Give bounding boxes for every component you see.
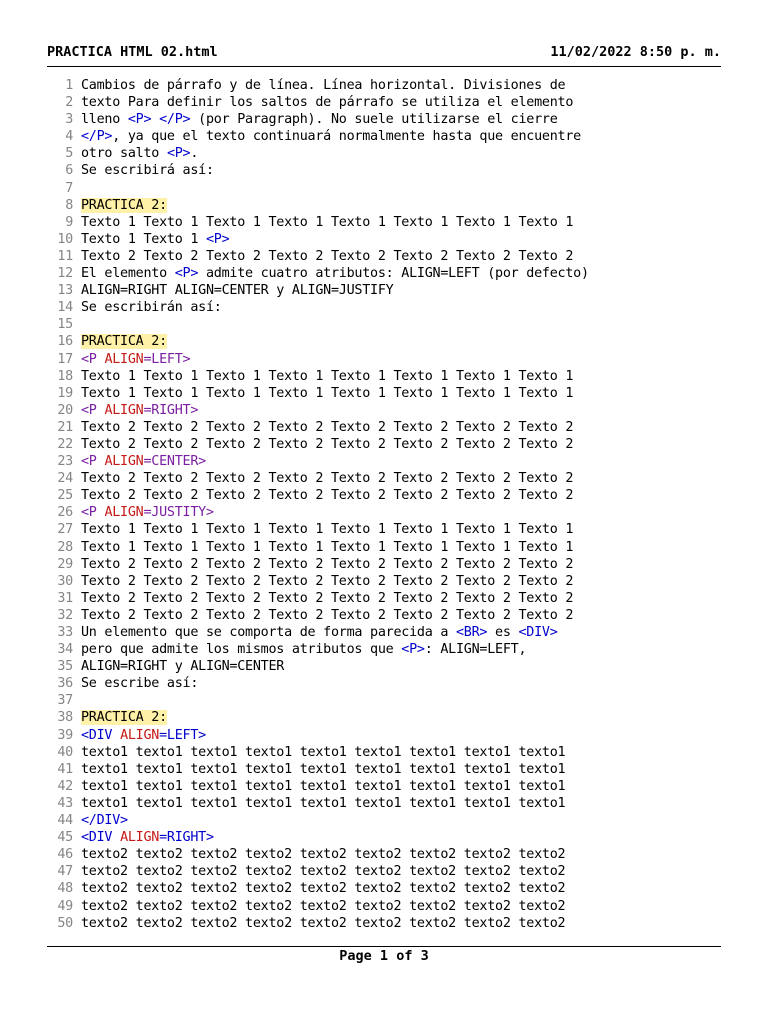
code-line: [47, 521, 727, 538]
line-number: 12: [57, 266, 73, 282]
line-text: [81, 863, 565, 880]
line-number: 13: [57, 283, 73, 299]
code-text: [151, 112, 159, 127]
line-number: 39: [57, 727, 73, 743]
line-number: 47: [57, 864, 73, 880]
line-text: [81, 641, 526, 658]
code-token: <DIV: [81, 727, 121, 743]
code-line: [47, 282, 727, 299]
line-number: 4: [65, 129, 73, 145]
line-text: [81, 812, 128, 829]
line-text: [81, 299, 222, 316]
code-text: : ALIGN=LEFT,: [424, 642, 527, 658]
code-token: =JUSTITY>: [143, 505, 214, 521]
line-text: [81, 436, 573, 453]
code-line: [47, 402, 727, 419]
line-number: 18: [57, 368, 73, 384]
line-text: [81, 521, 573, 538]
page-number: Page 1 of 3: [339, 948, 429, 964]
code-text: Texto 2 Texto 2 Texto 2 Texto 2 Texto 2 Texto 2 Texto 2 Texto 2: [81, 607, 574, 623]
line-number: 27: [57, 522, 73, 538]
code-token: ALIGN: [120, 727, 160, 743]
code-text: ALIGN=RIGHT y ALIGN=CENTER: [81, 659, 285, 675]
line-number: 10: [57, 231, 73, 247]
line-text: [81, 573, 573, 590]
line-text: [81, 744, 565, 761]
code-line: [47, 812, 727, 829]
line-text: [81, 145, 198, 162]
code-line: [47, 880, 727, 897]
line-text: [81, 846, 565, 863]
code-line: [47, 795, 727, 812]
code-token: <P: [81, 505, 105, 521]
code-line: [47, 863, 727, 880]
line-number: 17: [57, 351, 73, 367]
line-number: 16: [57, 334, 73, 350]
line-text: [81, 590, 573, 607]
code-token: ALIGN: [104, 505, 144, 521]
code-token: </P>: [159, 112, 191, 128]
code-token: <DIV: [81, 830, 121, 846]
code-line: [47, 385, 727, 402]
code-token: </DIV>: [81, 813, 128, 829]
line-text: [81, 248, 573, 265]
code-line: [47, 180, 727, 197]
code-line: [47, 624, 727, 641]
code-text: Se escribirá así:: [81, 163, 214, 179]
line-text: [81, 658, 284, 675]
line-text: [81, 282, 393, 299]
line-number: 41: [57, 761, 73, 777]
code-text: El elemento: [81, 266, 175, 282]
code-line: [47, 590, 727, 607]
code-text: texto2 texto2 texto2 texto2 texto2 texto2 texto2 texto2 texto2: [81, 915, 566, 931]
line-text: [81, 795, 565, 812]
code-token: ALIGN: [120, 830, 160, 846]
line-text: [81, 265, 589, 282]
page-header: [47, 44, 721, 67]
line-number: 15: [57, 317, 73, 333]
line-text: [81, 898, 565, 915]
line-text: [81, 128, 581, 145]
line-number: 28: [57, 539, 73, 555]
code-text: otro salto: [81, 146, 167, 162]
highlighted-heading: PRACTICA 2:: [81, 334, 167, 350]
code-token: ALIGN: [104, 454, 144, 470]
code-line: [47, 111, 727, 128]
code-text: Texto 1 Texto 1 Texto 1 Texto 1 Texto 1 Texto 1 Texto 1 Texto 1: [81, 522, 574, 538]
line-number: 43: [57, 795, 73, 811]
code-text: Texto 1 Texto 1 Texto 1 Texto 1 Texto 1 Texto 1 Texto 1 Texto 1: [81, 539, 574, 555]
line-number: 50: [57, 915, 73, 931]
line-number: 2: [65, 95, 73, 111]
code-token: ALIGN: [104, 351, 144, 367]
line-text: [81, 94, 573, 111]
code-token: =LEFT>: [159, 727, 206, 743]
line-number: 33: [57, 625, 73, 640]
code-line: [47, 453, 727, 470]
code-line: [47, 470, 727, 487]
code-text: ALIGN=RIGHT ALIGN=CENTER y ALIGN=JUSTIFY: [81, 283, 394, 299]
code-line: [47, 504, 727, 521]
code-line: [47, 248, 727, 265]
line-text: [81, 453, 206, 470]
code-text: , ya que el texto continuará normalmente hasta que encuentre: [112, 129, 581, 145]
line-text: [81, 829, 214, 846]
code-text: texto1 texto1 texto1 texto1 texto1 texto1 texto1 texto1 texto1: [81, 761, 566, 777]
code-line: [47, 351, 727, 368]
line-number: 19: [57, 385, 73, 401]
line-number: 26: [57, 505, 73, 521]
code-text: texto1 texto1 texto1 texto1 texto1 texto1 texto1 texto1 texto1: [81, 795, 566, 811]
print-datetime: 11/02/2022 8:50 p. m.: [550, 44, 721, 60]
code-line: [47, 829, 727, 846]
line-text: [81, 77, 565, 94]
line-number: 49: [57, 898, 73, 914]
line-number: 44: [57, 813, 73, 829]
code-text: .: [190, 146, 199, 162]
line-number: 21: [57, 419, 73, 435]
code-text: Se escribirán así:: [81, 300, 222, 316]
code-token: <P>: [206, 231, 230, 247]
line-text: [81, 539, 573, 556]
code-line: [47, 333, 727, 350]
line-text: [81, 368, 573, 385]
code-text: Texto 1 Texto 1 Texto 1 Texto 1 Texto 1 Texto 1 Texto 1 Texto 1: [81, 368, 574, 384]
code-line: [47, 556, 727, 573]
code-line: [47, 778, 727, 795]
code-text: admite cuatro atributos: ALIGN=LEFT (por defecto): [198, 266, 589, 282]
line-text: [81, 385, 573, 402]
code-line: [47, 658, 727, 675]
code-line: [47, 77, 727, 94]
line-number: 48: [57, 881, 73, 897]
line-number: 5: [65, 146, 73, 162]
line-number: 25: [57, 488, 73, 504]
line-text: [81, 675, 198, 692]
code-text: Se escribe así:: [81, 676, 199, 692]
code-text: Texto 2 Texto 2 Texto 2 Texto 2 Texto 2 Texto 2 Texto 2 Texto 2: [81, 590, 574, 606]
line-number: 20: [57, 402, 73, 418]
code-line: [47, 573, 727, 590]
code-text: lleno: [81, 112, 128, 128]
code-line: [47, 898, 727, 915]
line-text: [81, 709, 167, 726]
line-text: [81, 402, 198, 419]
code-line: [47, 162, 727, 179]
code-line: [47, 727, 727, 744]
code-line: [47, 915, 727, 932]
code-text: Texto 2 Texto 2 Texto 2 Texto 2 Texto 2 Texto 2 Texto 2 Texto 2: [81, 248, 574, 264]
code-token: </P>: [81, 129, 113, 145]
line-number: 30: [57, 573, 73, 589]
code-text: Texto 2 Texto 2 Texto 2 Texto 2 Texto 2 Texto 2 Texto 2 Texto 2: [81, 573, 574, 589]
code-line: [47, 197, 727, 214]
code-text: texto2 texto2 texto2 texto2 texto2 texto2 texto2 texto2 texto2: [81, 898, 566, 914]
line-text: [81, 778, 565, 795]
code-text: (por Paragraph). No suele utilizarse el cierre: [190, 112, 558, 128]
code-token: =CENTER>: [143, 454, 206, 470]
line-number: 42: [57, 778, 73, 794]
line-number: 3: [65, 112, 73, 128]
code-line: [47, 299, 727, 316]
line-number: 9: [65, 214, 73, 230]
line-number: 38: [57, 710, 73, 726]
code-line: [47, 368, 727, 385]
line-number: 35: [57, 659, 73, 675]
code-text: Texto 1 Texto 1 Texto 1 Texto 1 Texto 1 Texto 1 Texto 1 Texto 1: [81, 385, 574, 401]
code-text: Texto 1 Texto 1: [81, 231, 206, 247]
code-token: <P>: [401, 642, 425, 658]
line-number: 1: [65, 78, 73, 93]
code-text: texto1 texto1 texto1 texto1 texto1 texto1 texto1 texto1 texto1: [81, 744, 566, 760]
code-token: =RIGHT>: [143, 402, 199, 418]
code-line: [47, 675, 727, 692]
line-text: [81, 556, 573, 573]
code-text: Texto 2 Texto 2 Texto 2 Texto 2 Texto 2 Texto 2 Texto 2 Texto 2: [81, 419, 574, 435]
page-footer: [0, 948, 768, 964]
line-number: 7: [65, 180, 73, 196]
code-text: texto2 texto2 texto2 texto2 texto2 texto2 texto2 texto2 texto2: [81, 864, 566, 880]
line-number: 40: [57, 744, 73, 760]
line-text: [81, 214, 573, 231]
code-line: [47, 761, 727, 778]
line-text: [81, 607, 573, 624]
code-listing: [47, 77, 727, 932]
code-text: Texto 1 Texto 1 Texto 1 Texto 1 Texto 1 Texto 1 Texto 1 Texto 1: [81, 214, 574, 230]
code-text: texto2 texto2 texto2 texto2 texto2 texto2 texto2 texto2 texto2: [81, 847, 566, 863]
line-number: 22: [57, 436, 73, 452]
line-number: 29: [57, 556, 73, 572]
code-token: =LEFT>: [143, 351, 191, 367]
line-number: 14: [57, 300, 73, 316]
code-token: <P>: [127, 112, 152, 128]
code-token: ALIGN: [104, 402, 144, 418]
code-line: [47, 214, 727, 231]
code-line: [47, 145, 727, 162]
line-text: [81, 231, 229, 248]
line-number: 11: [57, 248, 73, 264]
line-text: [81, 624, 558, 641]
code-line: [47, 128, 727, 145]
code-text: Un elemento que se comporta de forma parecida a: [81, 625, 456, 640]
code-token: =RIGHT>: [159, 830, 214, 846]
footer-divider: [47, 946, 721, 947]
line-number: 37: [57, 693, 73, 709]
code-text: es: [487, 625, 519, 640]
line-number: 24: [57, 471, 73, 487]
code-text: texto1 texto1 texto1 texto1 texto1 texto1 texto1 texto1 texto1: [81, 778, 566, 794]
line-text: [81, 419, 573, 436]
line-text: [81, 333, 167, 350]
line-text: [81, 761, 565, 778]
line-text: [81, 727, 206, 744]
code-token: <BR>: [455, 625, 488, 640]
code-token: <P: [81, 454, 105, 470]
highlighted-heading: PRACTICA 2:: [81, 710, 167, 726]
code-line: [47, 94, 727, 111]
line-number: 32: [57, 607, 73, 623]
code-line: [47, 641, 727, 658]
line-number: 8: [65, 197, 73, 213]
code-line: [47, 231, 727, 248]
line-text: [81, 162, 214, 179]
line-text: [81, 111, 558, 128]
code-token: <P: [81, 402, 105, 418]
line-text: [81, 197, 167, 214]
code-line: [47, 316, 727, 333]
code-token: <P>: [166, 146, 191, 162]
code-token: <P>: [174, 266, 199, 282]
code-line: [47, 846, 727, 863]
line-text: [81, 487, 573, 504]
file-name: PRACTICA HTML 02.html: [47, 44, 218, 60]
code-line: [47, 436, 727, 453]
line-text: [81, 470, 573, 487]
code-line: [47, 487, 727, 504]
line-number: 31: [57, 590, 73, 606]
code-line: [47, 709, 727, 726]
line-number: 46: [57, 847, 73, 863]
line-text: [81, 351, 190, 368]
code-token: <P: [81, 351, 105, 367]
code-line: [47, 265, 727, 282]
code-line: [47, 607, 727, 624]
line-number: 34: [57, 642, 73, 658]
line-number: 6: [65, 163, 73, 179]
code-text: Cambios de párrafo y de línea. Línea horizontal. Divisiones de: [81, 78, 566, 93]
code-text: Texto 2 Texto 2 Texto 2 Texto 2 Texto 2 Texto 2 Texto 2 Texto 2: [81, 436, 574, 452]
code-text: texto Para definir los saltos de párrafo se utiliza el elemento: [81, 95, 574, 111]
code-line: [47, 539, 727, 556]
line-text: [81, 880, 565, 897]
code-token: <DIV>: [518, 625, 558, 640]
line-text: [81, 504, 214, 521]
code-text: texto2 texto2 texto2 texto2 texto2 texto2 texto2 texto2 texto2: [81, 881, 566, 897]
code-line: [47, 419, 727, 436]
code-text: Texto 2 Texto 2 Texto 2 Texto 2 Texto 2 Texto 2 Texto 2 Texto 2: [81, 556, 574, 572]
line-number: 45: [57, 830, 73, 846]
line-number: 36: [57, 676, 73, 692]
code-line: [47, 744, 727, 761]
code-text: Texto 2 Texto 2 Texto 2 Texto 2 Texto 2 Texto 2 Texto 2 Texto 2: [81, 471, 574, 487]
highlighted-heading: PRACTICA 2:: [81, 197, 167, 213]
line-text: [81, 915, 565, 932]
code-line: [47, 692, 727, 709]
line-number: 23: [57, 454, 73, 470]
code-text: Texto 2 Texto 2 Texto 2 Texto 2 Texto 2 Texto 2 Texto 2 Texto 2: [81, 488, 574, 504]
code-text: pero que admite los mismos atributos que: [81, 642, 402, 658]
